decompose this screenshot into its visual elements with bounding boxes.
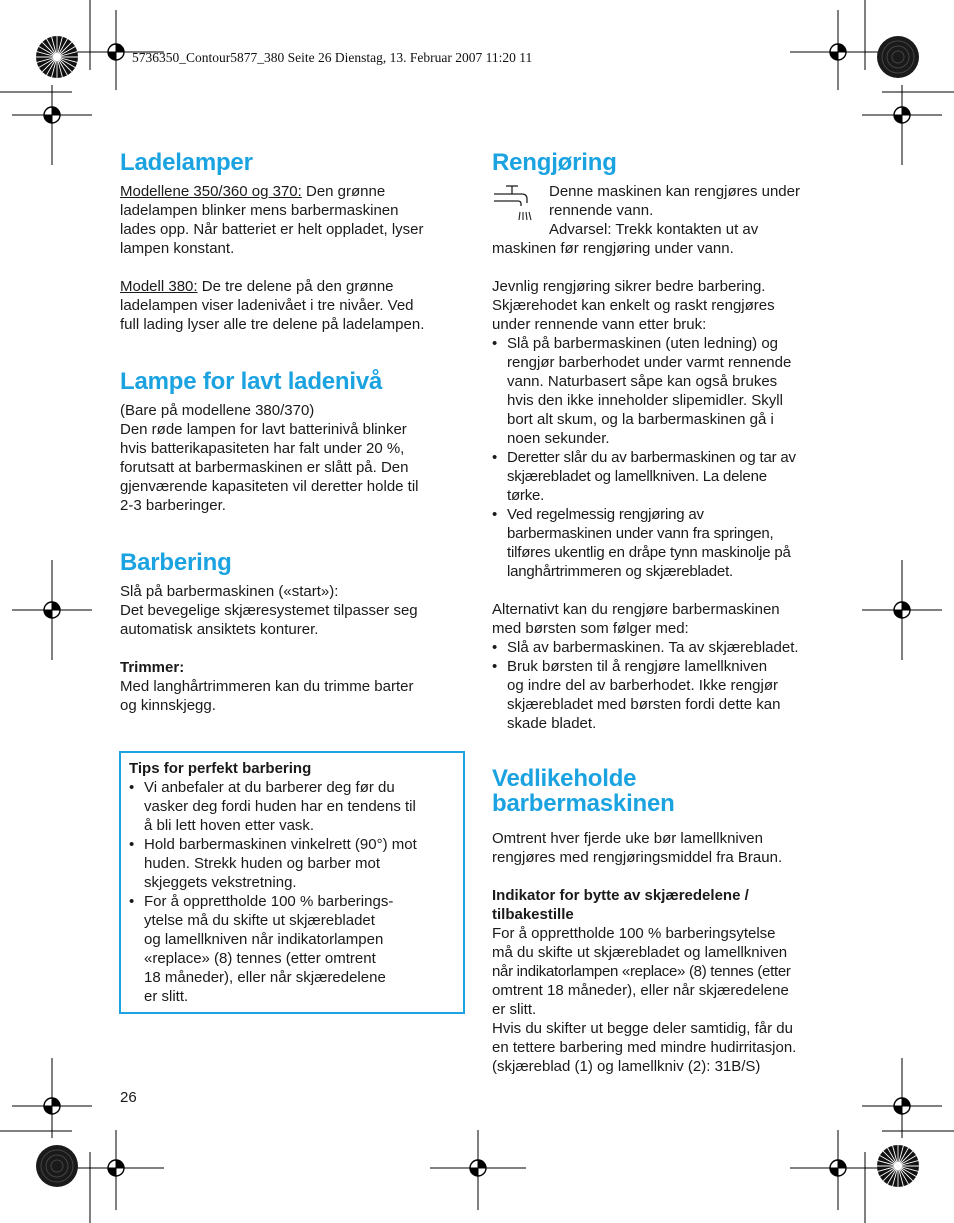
heading-rengjoring: Rengjøring xyxy=(492,149,617,176)
rengjoring-list-2 xyxy=(492,638,842,733)
ladelamper-paragraph-2: Modell 380: De tre delene på den grønne ladelampen viser ladenivået i tre nivåer. Ved full lading lyser alle tre delene på ladelampen. xyxy=(120,278,425,333)
indikator-heading: Indikator for bytte av skjæredelene / tilbakestille xyxy=(492,887,749,923)
heading-barbering: Barbering xyxy=(120,549,232,576)
list-item: • Slå på barbermaskinen (uten ledning) og rengjør barberhodet under varmt rennende vann. Naturbasert såpe kan også brukes hvis den ikke inneholder slipemidler. Skyll bort alt skum, og la barbermaskinen gå i noen sekunder. xyxy=(492,334,842,448)
list-item: • Deretter slår du av barbermaskinen og tar av skjærebladet og lamellkniven. La delene tørke. xyxy=(492,448,842,505)
ladelamper-paragraph-1: Modellene 350/360 og 370: Den grønne ladelampen blinker mens barbermaskinen lades opp. Når batteriet er helt oppladet, lyser lampen konstant. xyxy=(120,183,424,257)
vedlikehold-paragraph-2: For å opprettholde 100 % barberingsytelse må du skifte ut skjærebladet og lamellkniven når indikatorlampen «replace» (8) tennes (etter omtrent 18 måneder), eller når skjæredelene er slitt. Hvis du skifter ut begge deler samtidig, får du en tettere barbering med mindre hudirritasjon. (skjæreblad (1) og lamellkniv (2): 31B/S) xyxy=(492,925,797,1075)
tips-list xyxy=(129,778,455,1006)
list-item: • For å opprettholde 100 % barberings- ytelse må du skifte ut skjærebladet og lamellkniven når indikatorlampen «replace» (8) tennes (etter omtrent 18 måneder), eller når skjæredelene er slitt. xyxy=(129,892,455,1006)
vedlikehold-paragraph-1: Omtrent hver fjerde uke bør lamellkniven rengjøres med rengjøringsmiddel fra Braun. xyxy=(492,830,783,866)
left-column xyxy=(120,150,470,715)
list-item: • Ved regelmessig rengjøring av barbermaskinen under vann fra springen, tilføres ukentlig en dråpe tynn maskinolje på langhårtrimmeren og skjærebladet. xyxy=(492,505,842,581)
trimmer-paragraph: Trimmer: Med langhårtrimmeren kan du trimme barter og kinnskjegg. xyxy=(120,659,414,714)
list-item: • Bruk børsten til å rengjøre lamellkniven og indre del av barberhodet. Ikke rengjør skjærebladet med børsten fordi dette kan skade bladet. xyxy=(492,657,842,733)
heading-vedlikehold: Vedlikeholde barbermaskinen xyxy=(492,765,675,817)
rengjoring-paragraph-3: Alternativt kan du rengjøre barbermaskinen med børsten som følger med: xyxy=(492,601,780,637)
rengjoring-intro: Denne maskinen kan rengjøres under rennende vann. Advarsel: Trekk kontakten ut av maskinen før rengjøring under vann. xyxy=(492,183,800,257)
rengjoring-paragraph-2: Jevnlig rengjøring sikrer bedre barbering. Skjærehodet kan enkelt og raskt rengjøres under rennende vann etter bruk: xyxy=(492,278,775,333)
page-number: 26 xyxy=(120,1089,137,1106)
heading-lampe: Lampe for lavt ladenivå xyxy=(120,368,383,395)
water-tap-icon xyxy=(492,184,534,230)
rengjoring-list-1 xyxy=(492,334,842,581)
tips-box xyxy=(119,751,465,1014)
right-column xyxy=(492,150,842,1076)
lampe-paragraph: (Bare på modellene 380/370) Den røde lampen for lavt batterinivå blinker hvis batterikapasiteten har falt under 20 %, forutsatt at barbermaskinen er slått på. Den gjenværende kapasiteten vil deretter holde til 2-3 barberinger. xyxy=(120,402,419,514)
list-item: • Slå av barbermaskinen. Ta av skjærebladet. xyxy=(492,638,842,657)
trimmer-label: Trimmer: xyxy=(120,659,185,676)
list-item: • Vi anbefaler at du barberer deg før du vasker deg fordi huden har en tendens til å bli lett hoven etter vask. xyxy=(129,778,455,835)
heading-ladelamper: Ladelamper xyxy=(120,149,253,176)
list-item: • Hold barbermaskinen vinkelrett (90°) mot huden. Strekk huden og barber mot skjeggets vekstretning. xyxy=(129,835,455,892)
print-slug: 5736350_Contour5877_380 Seite 26 Dienstag, 13. Februar 2007 11:20 11 xyxy=(132,50,533,65)
barbering-paragraph: Slå på barbermaskinen («start»): Det bevegelige skjæresystemet tilpasser seg automatisk ansiktets konturer. xyxy=(120,583,418,638)
tips-title: Tips for perfekt barbering xyxy=(129,760,312,777)
